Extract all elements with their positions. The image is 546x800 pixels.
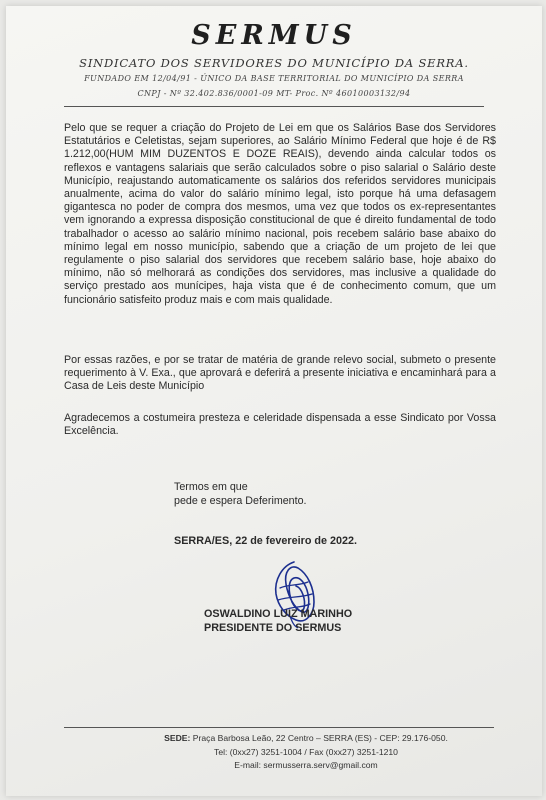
footer-email: E-mail: sermusserra.serv@gmail.com [234, 760, 378, 770]
signer-block [204, 607, 352, 635]
letterhead-founded: FUNDADO EM 12/04/91 - ÚNICO DA BASE TERRITORIAL DO MUNICÍPIO DA SERRA [84, 74, 464, 83]
body-paragraph-3: Agradecemos a costumeira presteza e celeridade dispensada a esse Sindicato por Vossa Excelência. [64, 412, 496, 438]
closing-line-1: Termos em que [174, 481, 248, 493]
letterhead-brand: SERMUS [191, 20, 357, 51]
footer-divider [64, 727, 494, 728]
closing-block [174, 480, 307, 508]
document-page [6, 6, 542, 796]
footer-address [96, 733, 516, 743]
signer-title: PRESIDENTE DO SERMUS [204, 622, 342, 634]
letterhead-subtitle: SINDICATO DOS SERVIDORES DO MUNICÍPIO DA SERRA. [79, 56, 469, 70]
footer-phones: Tel: (0xx27) 3251-1004 / Fax (0xx27) 3251-1210 [214, 747, 398, 757]
body-paragraph-2: Por essas razões, e por se tratar de matéria de grande relevo social, submeto o presente requerimento à V. Exa., que aprovará e deferirá a presente iniciativa e encaminhará para a Casa de Leis deste Município [64, 354, 496, 393]
signer-name: OSWALDINO LUIZ MARINHO [204, 608, 353, 620]
body-paragraph-1: Pelo que se requer a criação do Projeto de Lei em que os Salários Base dos Servidores Estatutários e Celetistas, sejam superiores, ao Salário Mínimo Federal que hoje é de R$ 1.212,00(HUM MIM DUZENTOS E DOZE REAIS), devendo ainda calcular todos os reflexos e vantagens salariais que serão calculados sobre o piso salarial o Salário deste Município, reajustando automaticamente os salários dos referidos servidores municipais anualmente, acima do valor do salário mínimo legal, isto porque há uma defasagem gigantesca no poder de compra dos mesmos, uma vez que todos os ex-representantes vem ignorando a expressa disposição constitucional de que é direito fundamental de todo trabalhador o acesso ao salário mínimo nacional, pois recebem salário base abaixo do mínimo legal em nosso município, sabendo que a criação de um projeto de lei que regulamente o piso salarial dos servidores que recebem salário base, hoje abaixo do mínimo, não só melhorará as condições dos servidores, mas inclusive a qualidade do serviço prestado aos munícipes, haja vista que é de conhecimento comum, que um funcionário satisfeito produz mais e com mais qualidade. [64, 122, 496, 306]
header-divider [64, 106, 484, 107]
footer-address-label: SEDE: [164, 733, 191, 743]
place-date: SERRA/ES, 22 de fevereiro de 2022. [174, 535, 358, 547]
closing-line-2: pede e espera Deferimento. [174, 495, 307, 507]
letterhead-registry: CNPJ - Nº 32.402.836/0001-09 MT- Proc. Nº 46010003132/94 [137, 89, 411, 98]
footer-address-text: Praça Barbosa Leão, 22 Centro – SERRA (ES) - CEP: 29.176-050. [192, 733, 448, 743]
